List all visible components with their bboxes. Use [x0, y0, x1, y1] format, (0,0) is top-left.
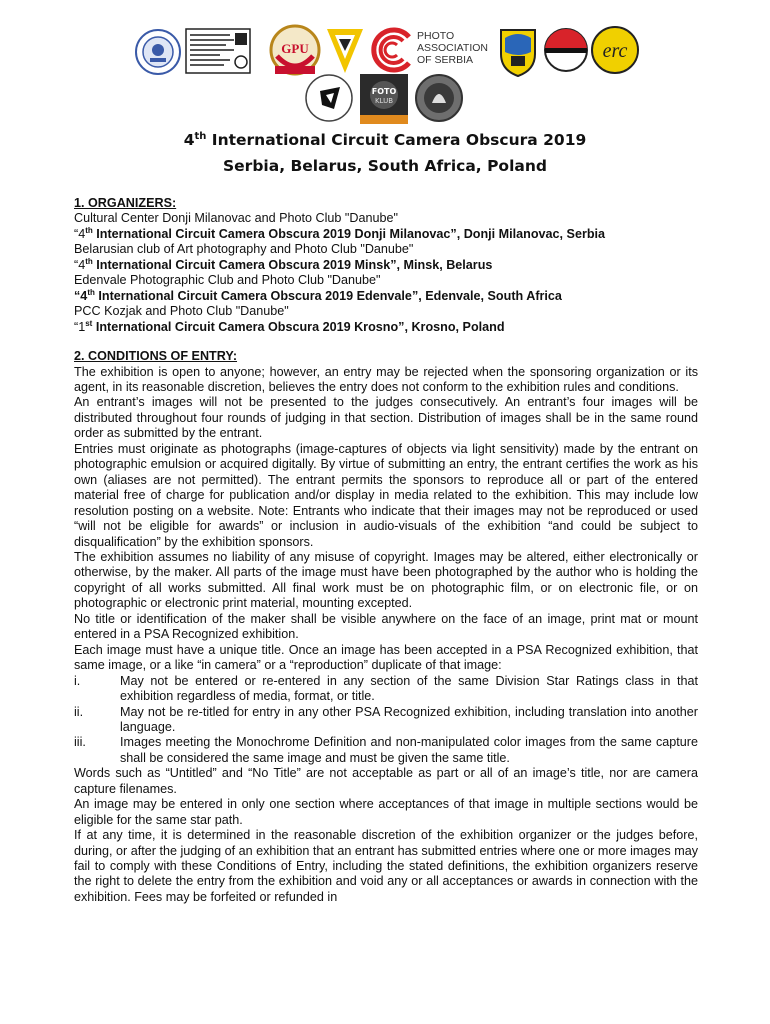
title-text: International Circuit Camera Obscura 2019: [206, 131, 587, 149]
paragraph: The exhibition assumes no liability of any misuse of copyright. Images may be altered, either electronically or otherwise, by the maker. All parts of the image must have been photographed by the author who is holding the copyright of all works submitted. All final work must be on photographic film, or on electronic file, or on photographic or electronic print material, mounting excepted.: [74, 549, 698, 611]
circuit-name: “4th International Circuit Camera Obscura 2019 Donji Milanovac”, Donji Milanovac, Serbia: [74, 225, 606, 241]
circuit-name: “1st International Circuit Camera Obscura 2019 Krosno”, Krosno, Poland: [74, 318, 505, 334]
page-subtitle: Serbia, Belarus, South Africa, Poland: [223, 157, 547, 175]
organizers-heading: 1. ORGANIZERS:: [74, 196, 177, 210]
crest-logo: [495, 24, 541, 78]
list-item-text: Images meeting the Monochrome Definition and non-manipulated color images from the same capture shall be considered the same image and must be given the same title.: [120, 735, 698, 765]
foto-club-text: KLUB: [374, 97, 394, 105]
gpu-logo: [267, 22, 323, 80]
conditions-heading: 2. CONDITIONS OF ENTRY:: [74, 349, 238, 364]
page-title: [0, 131, 770, 149]
organizer-name: Edenvale Photographic Club and Photo Club "Danube": [74, 273, 381, 288]
paragraph: If at any time, it is determined in the reasonable discretion of the exhibition organizer or the judges before, during, or after the judging of an exhibition that an entrant has submitted entries where one or more images may fail to comply with these Conditions of Entry, including the stated definitions, the exhibition organizers reserve the right to delete the entry from the exhibition and void any or all acceptances or awards in connection with the exhibition. Fees may be forfeited or refunded in: [74, 828, 698, 904]
circuit-name: “4th International Circuit Camera Obscura 2019 Edenvale”, Edenvale, South Africa: [74, 287, 562, 303]
foto-club-logo: [359, 73, 409, 125]
paragraph: The exhibition is open to anyone; however, an entry may be rejected when the sponsoring organization or its agent, in its reasonable discretion, believes the entry does not conform to the exhibition rules and conditions.: [74, 364, 698, 394]
photo-association-of-serbia-logo: [417, 30, 488, 66]
organization-seal-logo: [134, 28, 182, 76]
list-item: [74, 735, 698, 766]
gpu-text: GPU: [281, 41, 309, 56]
paragraph: No title or identification of the maker shall be visible anywhere on the face of an image, print mat or mount entered in a PSA Recognized exhibition.: [74, 611, 698, 642]
list-item-number: iii.: [74, 735, 86, 750]
photo-association-line: PHOTO: [417, 30, 455, 42]
triangle-logo: [325, 25, 365, 77]
paragraph: An entrant’s images will not be presented to the judges consecutively. An entrant’s four images will be distributed throughout four rounds of judging in that section. Distribution of images shall be in the same round order as submitted by the entrant.: [74, 395, 698, 441]
grey-circular-logo: [414, 73, 464, 123]
list-item-text: May not be re-titled for entry in any other PSA Recognized exhibition, including translation into another language.: [120, 704, 698, 734]
circuit-name: “4th International Circuit Camera Obscura 2019 Minsk”, Minsk, Belarus: [74, 256, 493, 272]
title-superscript: th: [194, 130, 207, 142]
paragraph: Entries must originate as photographs (image-captures of objects via light sensitivity) made by the entrant on photographic emulsion or acquired digitally. By virtue of submitting an entry, the entrant certifies the work as his own (aliases are not permitted). The entrant permits the sponsors to reproduce all or part of the entered material free of charge for publication and/or display in media related to the exhibition. This may include low resolution posting on a website. Note: Entrants who indicate that their images may not be reproduced or used “will not be eligible for awards” or inclusion in audio-visuals of the exhibition “and could be subject to disqualification” by the exhibition sponsors.: [74, 441, 698, 549]
list-item-text: May not be entered or re-entered in any section of the same Division Star Ratings class in that exhibition regardless of media, format, or title.: [120, 673, 698, 704]
paragraph: Words such as “Untitled” and “No Title” are not acceptable as part or all of an image’s title, nor are camera capture filenames.: [74, 766, 698, 796]
title-text: 4: [183, 131, 195, 149]
organizer-name: Belarusian club of Art photography and Photo Club "Danube": [74, 242, 414, 257]
foto-club-text: FOTO: [371, 87, 397, 96]
sponsor-logos: [0, 0, 770, 125]
photo-association-line: OF SERBIA: [417, 54, 474, 66]
photo-association-line: ASSOCIATION: [417, 42, 488, 54]
organizer-name: PCC Kozjak and Photo Club "Danube": [74, 304, 289, 319]
document-body: [74, 196, 698, 905]
erc-logo: [590, 24, 640, 76]
photo-association-emblem-icon: [367, 25, 415, 75]
paragraph: An image may be entered in only one section where acceptances of that image in multiple sections would be eligible for the same star path.: [74, 797, 698, 827]
list-item: [74, 674, 698, 705]
list-item-number: ii.: [74, 704, 84, 719]
paragraph: Each image must have a unique title. Once an image has been accepted in a PSA Recognized exhibition, that same image, or a like “in camera” or a “reproduction” duplicate of that image:: [74, 642, 698, 673]
certificate-logo: [185, 28, 251, 74]
erc-text: erc: [602, 40, 628, 62]
organizer-name: Cultural Center Donji Milanovac and Photo Club "Danube": [74, 211, 398, 226]
red-black-circle-logo: [543, 25, 589, 75]
camera-obscura-logo: [304, 73, 354, 123]
list-item: [74, 705, 698, 736]
list-item-number: i.: [74, 673, 81, 688]
